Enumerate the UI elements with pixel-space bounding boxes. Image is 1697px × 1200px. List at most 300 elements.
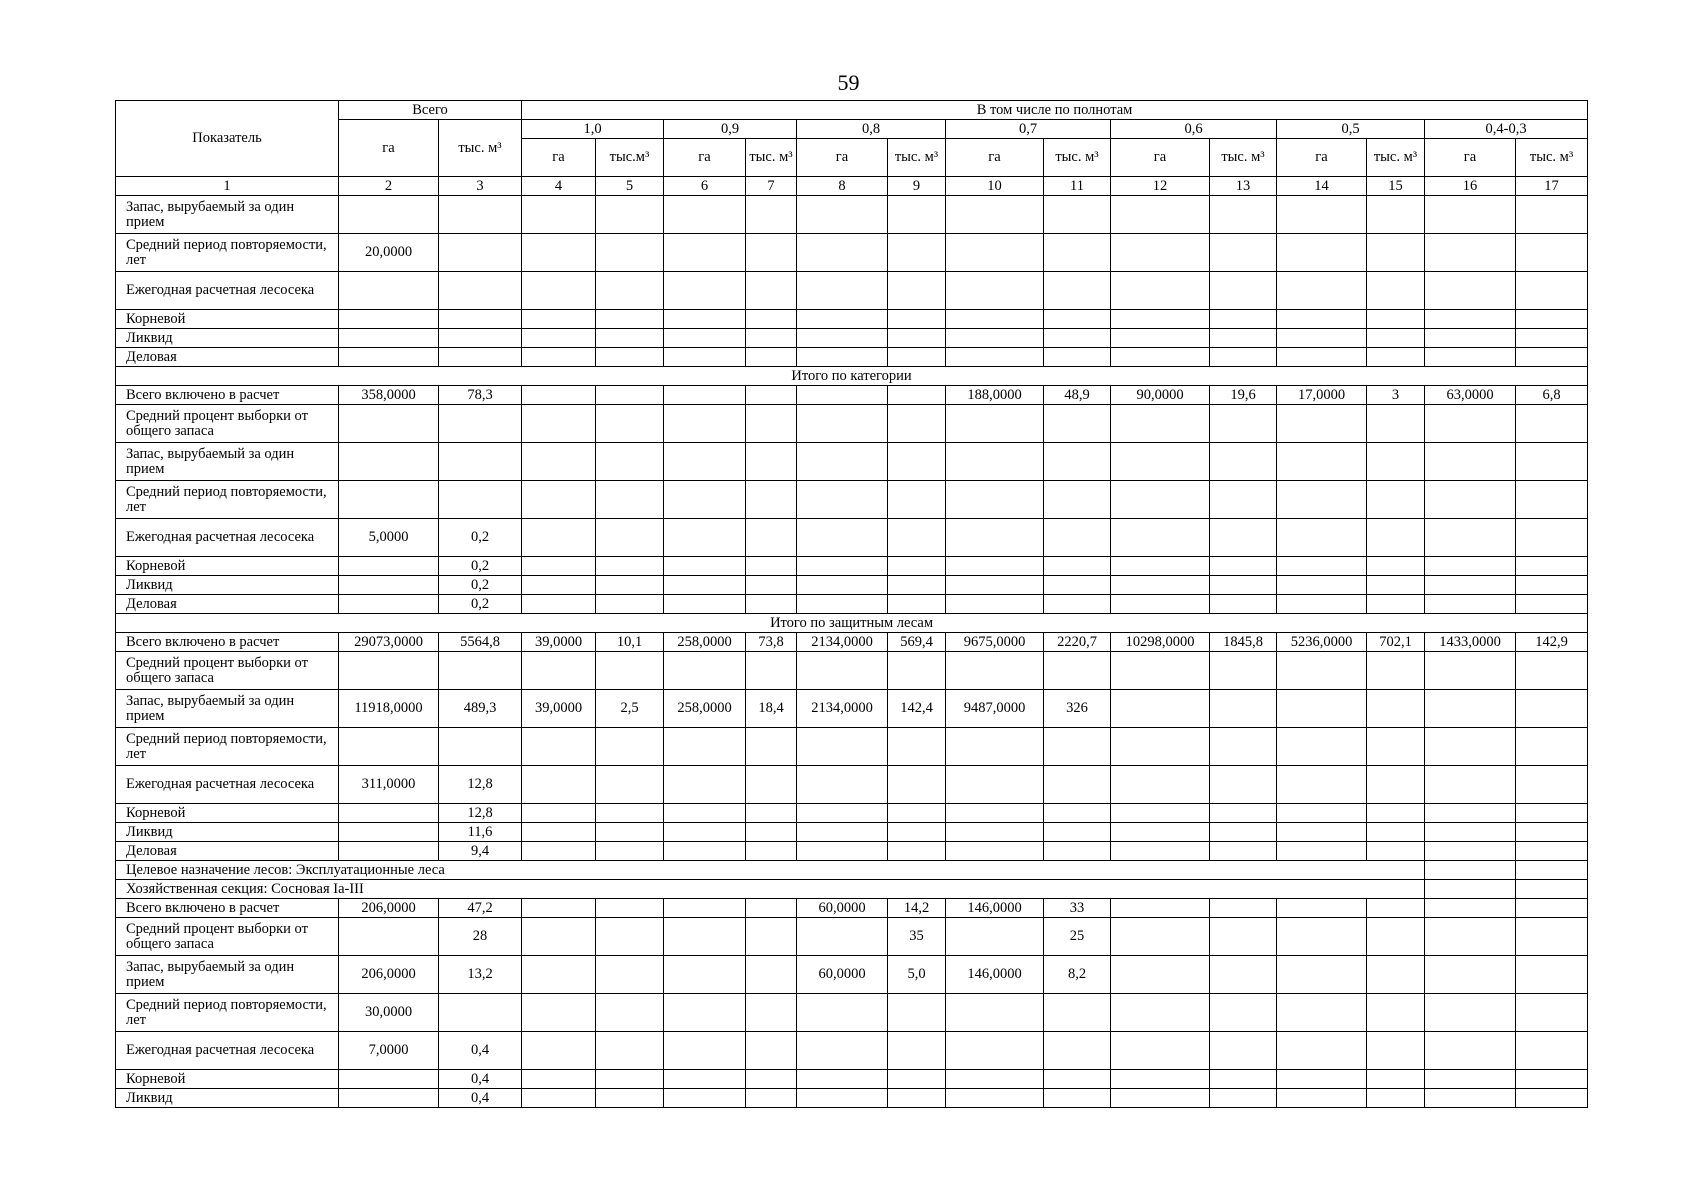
table-cell [946,1070,1044,1089]
table-cell [664,557,746,576]
table-cell [1425,519,1516,557]
table-cell [1367,994,1425,1032]
table-cell [339,728,439,766]
column-number: 9 [888,177,946,196]
row-label: Ликвид [116,576,339,595]
table-cell: 0,4 [439,1032,522,1070]
table-cell [664,918,746,956]
table-cell: 0,2 [439,576,522,595]
table-cell [664,348,746,367]
table-cell [797,196,888,234]
table-cell [1425,1032,1516,1070]
header-ha: га [797,139,888,177]
table-cell [1367,272,1425,310]
header-density: 0,5 [1277,120,1425,139]
table-cell [746,272,797,310]
table-cell [522,899,596,918]
table-cell [1111,234,1210,272]
table-cell [596,310,664,329]
table-cell [1425,329,1516,348]
table-cell [946,766,1044,804]
table-cell [746,348,797,367]
table-cell [797,557,888,576]
table-cell [1367,196,1425,234]
table-cell [439,728,522,766]
table-cell [339,348,439,367]
table-cell [596,918,664,956]
table-cell [1367,1070,1425,1089]
table-row [116,272,1588,310]
table-cell [1425,595,1516,614]
table-cell [1425,272,1516,310]
table-cell [1111,310,1210,329]
table-cell [1277,823,1367,842]
table-cell [1111,557,1210,576]
table-cell [1425,1089,1516,1108]
table-cell [1111,576,1210,595]
table-cell [1367,481,1425,519]
table-cell [1044,519,1111,557]
table-cell [746,899,797,918]
table-cell: 10298,0000 [1111,633,1210,652]
table-cell [1367,899,1425,918]
table-cell [1425,348,1516,367]
table-cell [664,956,746,994]
header-indicator: Показатель [116,101,339,177]
table-cell [1277,405,1367,443]
table-cell [664,272,746,310]
table-cell [1210,652,1277,690]
table-cell [664,329,746,348]
table-cell [946,557,1044,576]
table-cell: 60,0000 [797,956,888,994]
table-cell: 326 [1044,690,1111,728]
table-cell [797,918,888,956]
table-cell: 489,3 [439,690,522,728]
table-cell [1210,196,1277,234]
table-cell [339,1070,439,1089]
table-cell [1210,956,1277,994]
table-cell: 12,8 [439,766,522,804]
table-cell [1044,329,1111,348]
table-row [116,557,1588,576]
table-cell: 39,0000 [522,633,596,652]
header-ha: га [664,139,746,177]
table-cell [522,1070,596,1089]
table-cell [1111,443,1210,481]
table-cell: 188,0000 [946,386,1044,405]
table-cell [1516,443,1588,481]
table-cell: 17,0000 [1277,386,1367,405]
table-cell [1277,842,1367,861]
table-cell [1044,348,1111,367]
table-cell [439,481,522,519]
table-cell [1516,918,1588,956]
table-cell [946,405,1044,443]
table-cell [1044,823,1111,842]
row-label: Запас, вырубаемый за один прием [116,443,339,481]
table-cell [522,196,596,234]
table-row [116,633,1588,652]
table-cell: 0,2 [439,519,522,557]
table-row [116,994,1588,1032]
row-label: Средний процент выборки от общего запаса [116,652,339,690]
table-cell: 5564,8 [439,633,522,652]
table-cell [1516,576,1588,595]
header-ha: га [522,139,596,177]
table-cell [339,842,439,861]
table-cell [522,405,596,443]
forest-stock-table [115,100,1588,1108]
table-cell [1210,595,1277,614]
table-cell [664,576,746,595]
table-cell [797,1070,888,1089]
table-cell [664,481,746,519]
table-cell [888,652,946,690]
table-cell [522,842,596,861]
column-number: 8 [797,177,888,196]
table-cell: 9675,0000 [946,633,1044,652]
table-cell [1111,823,1210,842]
row-label: Деловая [116,595,339,614]
table-cell [1044,1032,1111,1070]
table-cell [439,272,522,310]
table-cell [1044,994,1111,1032]
table-cell [1044,557,1111,576]
table-cell [1210,1089,1277,1108]
table-cell [746,1089,797,1108]
row-label: Ежегодная расчетная лесосека [116,272,339,310]
table-row [116,918,1588,956]
header-kcm: тыс. м³ [1210,139,1277,177]
row-label: Деловая [116,842,339,861]
table-cell [596,576,664,595]
row-label: Средний процент выборки от общего запаса [116,405,339,443]
column-number: 2 [339,177,439,196]
table-cell [746,823,797,842]
table-row [116,595,1588,614]
row-label: Корневой [116,557,339,576]
table-cell: 9,4 [439,842,522,861]
table-cell [797,652,888,690]
table-cell [439,994,522,1032]
table-cell [596,348,664,367]
column-number: 10 [946,177,1044,196]
table-cell [596,842,664,861]
table-cell [596,728,664,766]
table-cell [596,595,664,614]
column-number: 13 [1210,177,1277,196]
header-density: 0,7 [946,120,1111,139]
table-cell [797,234,888,272]
table-cell [1425,899,1516,918]
table-cell [1367,728,1425,766]
table-cell [946,823,1044,842]
table-cell [1516,196,1588,234]
table-cell [522,234,596,272]
table-cell: 63,0000 [1425,386,1516,405]
row-label: Ликвид [116,823,339,842]
table-cell [339,481,439,519]
header-kcm: тыс. м³ [888,139,946,177]
table-cell [664,310,746,329]
table-cell [596,994,664,1032]
column-number: 15 [1367,177,1425,196]
table-cell [522,956,596,994]
header-total: Всего [339,101,522,120]
table-cell [596,1070,664,1089]
header-density: 0,6 [1111,120,1277,139]
table-cell [1425,956,1516,994]
table-cell [664,1070,746,1089]
table-cell [1111,405,1210,443]
table-cell [339,576,439,595]
table-row [116,823,1588,842]
table-cell [522,443,596,481]
table-cell [1367,595,1425,614]
table-cell [596,329,664,348]
row-label: Деловая [116,348,339,367]
table-cell [1277,1032,1367,1070]
table-cell [1367,918,1425,956]
table-cell [1277,1089,1367,1108]
table-cell [1111,348,1210,367]
row-label: Средний процент выборки от общего запаса [116,918,339,956]
table-cell [339,443,439,481]
table-cell [1210,405,1277,443]
table-cell [522,652,596,690]
column-number: 4 [522,177,596,196]
table-cell [797,329,888,348]
table-cell [1367,310,1425,329]
table-cell [522,804,596,823]
table-cell [746,728,797,766]
section-title: Итого по категории [116,367,1588,386]
table-cell [946,310,1044,329]
table-row [116,690,1588,728]
table-cell [1277,652,1367,690]
table-cell [1277,329,1367,348]
table-cell [888,994,946,1032]
table-cell [596,899,664,918]
table-cell [522,519,596,557]
table-cell [339,329,439,348]
table-cell [888,728,946,766]
table-cell [1367,1089,1425,1108]
header-ha: га [1277,139,1367,177]
table-cell [1367,234,1425,272]
table-cell [888,766,946,804]
table-cell [1277,766,1367,804]
table-cell: 18,4 [746,690,797,728]
table-cell [888,576,946,595]
table-cell [664,842,746,861]
table-cell [1277,481,1367,519]
table-cell [1516,690,1588,728]
table-cell [596,196,664,234]
table-cell [1210,804,1277,823]
table-cell [797,766,888,804]
table-cell [522,994,596,1032]
table-cell [522,1032,596,1070]
table-cell [946,842,1044,861]
table-cell [1425,994,1516,1032]
row-label: Средний период повторяемости, лет [116,481,339,519]
column-number: 17 [1516,177,1588,196]
table-cell [1111,1089,1210,1108]
table-cell [1210,519,1277,557]
table-cell: 9487,0000 [946,690,1044,728]
table-cell [797,405,888,443]
table-cell [1210,899,1277,918]
table-cell [1367,690,1425,728]
table-cell [339,804,439,823]
table-cell [1044,481,1111,519]
table-cell [1516,1032,1588,1070]
column-number: 7 [746,177,797,196]
table-cell [664,405,746,443]
table-row [116,481,1588,519]
table-cell [1210,576,1277,595]
table-cell [1516,481,1588,519]
header-row-1 [116,101,1588,120]
table-cell [1111,272,1210,310]
table-cell [1516,728,1588,766]
table-cell [946,481,1044,519]
table-cell [1044,1089,1111,1108]
table-row [116,728,1588,766]
row-label: Всего включено в расчет [116,899,339,918]
table-cell [1516,272,1588,310]
table-cell [1516,1089,1588,1108]
table-cell: 8,2 [1044,956,1111,994]
table-cell [888,329,946,348]
table-cell [1425,766,1516,804]
group-row [116,880,1588,899]
table-cell [1277,272,1367,310]
table-cell [522,918,596,956]
table-cell [797,348,888,367]
table-cell [746,652,797,690]
table-cell: 11918,0000 [339,690,439,728]
table-cell [746,481,797,519]
table-row [116,196,1588,234]
table-cell [522,310,596,329]
row-label: Ликвид [116,329,339,348]
table-cell [596,956,664,994]
table-cell: 1845,8 [1210,633,1277,652]
column-number: 12 [1111,177,1210,196]
table-cell [1425,880,1516,899]
table-row [116,1070,1588,1089]
table-cell [1044,728,1111,766]
table-cell [1425,310,1516,329]
table-cell [1111,329,1210,348]
table-cell: 78,3 [439,386,522,405]
table-cell [1277,899,1367,918]
table-cell: 3 [1367,386,1425,405]
table-cell: 0,2 [439,557,522,576]
table-cell: 569,4 [888,633,946,652]
table-cell [1516,899,1588,918]
table-cell: 11,6 [439,823,522,842]
table-cell [1044,234,1111,272]
table-cell [1425,804,1516,823]
table-cell [1111,1032,1210,1070]
table-row [116,576,1588,595]
header-ha: га [946,139,1044,177]
table-cell [1210,272,1277,310]
table-row [116,804,1588,823]
table-cell [1277,956,1367,994]
table-cell [1210,842,1277,861]
table-cell [1367,652,1425,690]
table-cell: 25 [1044,918,1111,956]
table-cell [1277,690,1367,728]
table-cell [1044,766,1111,804]
table-cell: 206,0000 [339,956,439,994]
table-cell [888,310,946,329]
table-cell: 39,0000 [522,690,596,728]
column-number: 1 [116,177,339,196]
table-cell [1044,576,1111,595]
table-cell: 146,0000 [946,956,1044,994]
table-cell: 702,1 [1367,633,1425,652]
table-cell [1044,652,1111,690]
row-label: Ежегодная расчетная лесосека [116,1032,339,1070]
header-kcm: тыс. м³ [1367,139,1425,177]
table-cell [946,994,1044,1032]
table-cell [664,443,746,481]
table-cell [1210,994,1277,1032]
table-cell [339,196,439,234]
table-cell [797,310,888,329]
table-cell [439,443,522,481]
table-row [116,1089,1588,1108]
table-cell: 142,4 [888,690,946,728]
table-cell [439,310,522,329]
table-row [116,386,1588,405]
table-cell [439,405,522,443]
table-cell [888,595,946,614]
table-cell [1516,766,1588,804]
table-cell [339,652,439,690]
table-cell [1367,823,1425,842]
table-cell [797,481,888,519]
table-cell [596,443,664,481]
column-number: 14 [1277,177,1367,196]
table-cell [946,329,1044,348]
group-row [116,861,1588,880]
table-cell [596,1032,664,1070]
table-cell: 7,0000 [339,1032,439,1070]
table-cell: 146,0000 [946,899,1044,918]
table-cell [664,196,746,234]
table-cell [888,519,946,557]
table-cell [797,576,888,595]
table-cell [1425,481,1516,519]
table-cell [596,519,664,557]
table-cell [1425,690,1516,728]
table-cell: 5,0000 [339,519,439,557]
table-row [116,310,1588,329]
table-cell [1516,956,1588,994]
table-cell [339,823,439,842]
row-label: Средний период повторяемости, лет [116,994,339,1032]
table-cell [888,557,946,576]
header-kcm: тыс. м³ [1044,139,1111,177]
table-cell [522,329,596,348]
